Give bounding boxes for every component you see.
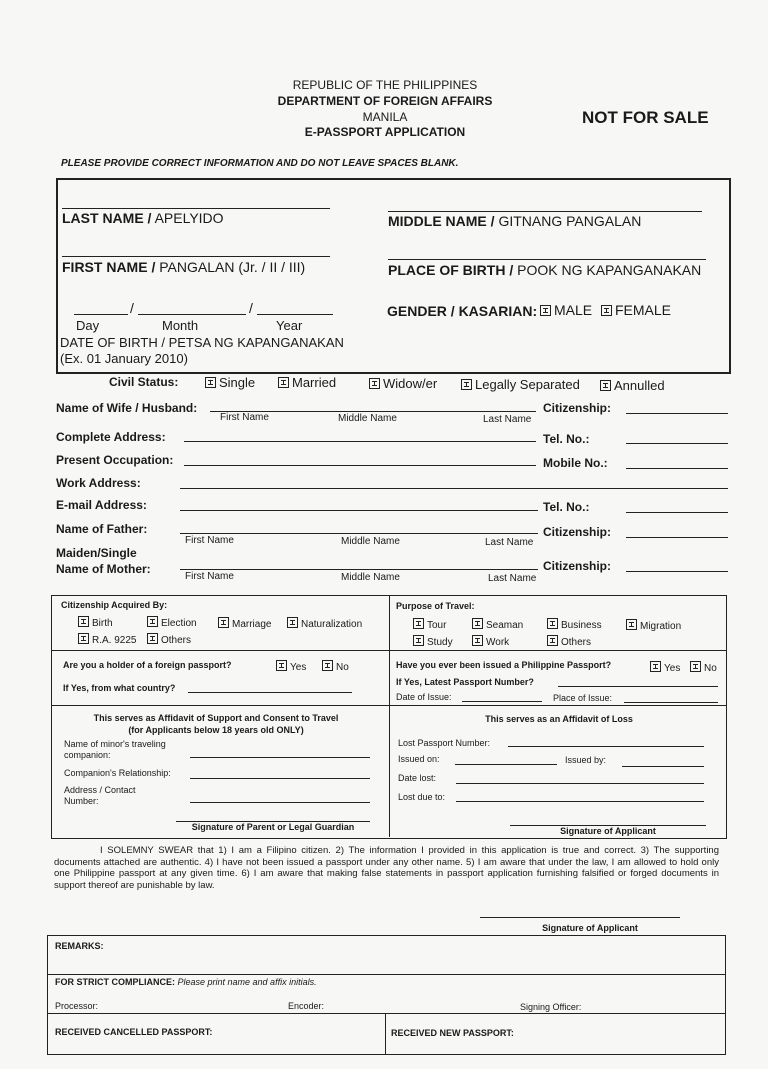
father-last-name-hint: Last Name <box>485 537 534 548</box>
mother-last-name-hint: Last Name <box>488 573 537 584</box>
father-citizenship-label: Citizenship: <box>543 525 611 539</box>
checkbox-icon <box>276 660 287 671</box>
civil-widow-option[interactable]: Widow/er <box>369 376 437 391</box>
last-name-line[interactable] <box>62 208 330 209</box>
civil-married-option[interactable]: Married <box>278 375 336 390</box>
father-citizenship-line[interactable] <box>626 537 728 538</box>
issued-on-label: Issued on: <box>398 754 440 764</box>
date-lost-label: Date lost: <box>398 773 437 783</box>
header-department: DEPARTMENT OF FOREIGN AFFAIRS <box>277 94 493 108</box>
mother-citizenship-line[interactable] <box>626 571 728 572</box>
date-of-issue-line[interactable] <box>462 701 542 702</box>
spouse-first-name-hint: First Name <box>220 412 269 423</box>
support-subtitle: (for Applicants below 18 years old ONLY) <box>128 725 304 735</box>
day-label: Day <box>76 318 100 333</box>
civil-annulled-option[interactable]: Annulled <box>600 378 665 393</box>
vertical-divider <box>389 595 390 837</box>
checkbox-icon <box>205 377 216 388</box>
office-vertical-divider <box>385 1014 386 1054</box>
checkbox-icon <box>322 660 333 671</box>
dob-label: DATE OF BIRTH / PETSA NG KAPANGANAKAN <box>60 335 344 350</box>
email-label: E-mail Address: <box>56 498 147 512</box>
mother-line[interactable] <box>180 569 538 570</box>
place-of-issue-label: Place of Issue: <box>553 693 613 703</box>
citizenship-acquired-title: Citizenship Acquired By: <box>61 600 168 610</box>
travel-business-option[interactable]: Business <box>547 618 602 631</box>
office-use-box <box>47 935 726 1055</box>
lost-due-line[interactable] <box>456 801 704 802</box>
minor-companion-label-2: companion: <box>64 750 111 760</box>
citizenship-ra-option[interactable]: R.A. 9225 <box>78 633 136 646</box>
checkbox-icon <box>600 380 611 391</box>
dob-example: (Ex. 01 January 2010) <box>60 351 188 366</box>
instruction-text: PLEASE PROVIDE CORRECT INFORMATION AND DO NOT LEAVE SPACES BLANK. <box>61 158 459 169</box>
foreign-country-line[interactable] <box>188 692 352 693</box>
month-label: Month <box>162 318 199 333</box>
mobile-label: Mobile No.: <box>543 456 608 470</box>
applicant-signature-label: Signature of Applicant <box>542 923 638 933</box>
place-of-birth-line[interactable] <box>388 259 706 260</box>
contact-label-2: Number: <box>64 796 99 806</box>
encoder-label: Encoder: <box>288 1001 325 1011</box>
issued-by-line[interactable] <box>622 766 704 767</box>
spouse-middle-name-hint: Middle Name <box>338 413 397 424</box>
mobile-line[interactable] <box>626 468 728 469</box>
work-address-line[interactable] <box>180 488 728 489</box>
email-line[interactable] <box>180 510 538 511</box>
travel-seaman-option[interactable]: Seaman <box>472 618 523 631</box>
father-label: Name of Father: <box>56 522 148 536</box>
dob-year-line[interactable] <box>257 314 333 315</box>
loss-title: This serves as an Affidavit of Loss <box>485 714 633 724</box>
civil-separated-option[interactable]: Legally Separated <box>461 377 580 392</box>
civil-single-option[interactable]: Single <box>205 375 255 390</box>
checkbox-icon <box>369 378 380 389</box>
gender-female-option[interactable]: FEMALE <box>601 302 671 318</box>
issued-on-line[interactable] <box>455 764 557 765</box>
not-for-sale-label: NOT FOR SALE <box>582 108 709 127</box>
latest-passport-line[interactable] <box>558 686 718 687</box>
contact-line[interactable] <box>190 802 370 803</box>
lost-number-label: Lost Passport Number: <box>398 738 491 748</box>
checkbox-icon <box>278 377 289 388</box>
ph-passport-yes-option[interactable]: Yes <box>650 661 680 674</box>
first-name-label: FIRST NAME / PANGALAN (Jr. / II / III) <box>62 259 306 275</box>
support-title: This serves as Affidavit of Support and Consent to Travel <box>93 713 339 723</box>
checkbox-icon <box>287 617 298 628</box>
checkbox-icon <box>626 619 637 630</box>
first-name-line[interactable] <box>62 256 330 257</box>
address-tel-label: Tel. No.: <box>543 432 590 446</box>
received-new-label: RECEIVED NEW PASSPORT: <box>391 1028 514 1038</box>
foreign-passport-yes-option[interactable]: Yes <box>276 660 306 673</box>
email-tel-line[interactable] <box>626 512 728 513</box>
mother-label-line2: Name of Mother: <box>56 562 151 576</box>
remarks-label: REMARKS: <box>55 941 104 951</box>
lost-due-label: Lost due to: <box>398 792 446 802</box>
mother-citizenship-label: Citizenship: <box>543 559 611 573</box>
checkbox-icon <box>147 633 158 644</box>
travel-work-option[interactable]: Work <box>472 635 509 648</box>
citizenship-birth-option[interactable]: Birth <box>78 616 113 629</box>
travel-tour-option[interactable]: Tour <box>413 618 446 631</box>
foreign-passport-no-option[interactable]: No <box>322 660 349 673</box>
header-city: MANILA <box>362 110 408 124</box>
travel-study-option[interactable]: Study <box>413 635 453 648</box>
checkbox-icon <box>601 305 612 316</box>
foreign-passport-question: Are you a holder of a foreign passport? <box>63 660 232 670</box>
citizenship-marriage-option[interactable]: Marriage <box>218 617 271 630</box>
latest-passport-label: If Yes, Latest Passport Number? <box>396 677 534 687</box>
father-line[interactable] <box>180 533 538 534</box>
office-divider-2 <box>47 1013 725 1014</box>
companion-relationship-label: Companion's Relationship: <box>64 768 171 778</box>
ph-passport-question: Have you ever been issued a Philippine Passport? <box>396 660 612 670</box>
occupation-label: Present Occupation: <box>56 453 174 467</box>
office-divider-1 <box>47 974 725 975</box>
dob-slash-1: / <box>130 300 134 316</box>
dob-slash-2: / <box>249 300 253 316</box>
email-tel-label: Tel. No.: <box>543 500 590 514</box>
checkbox-icon <box>413 635 424 646</box>
header-republic: REPUBLIC OF THE PHILIPPINES <box>292 78 478 92</box>
spouse-citizenship-label: Citizenship: <box>543 401 611 415</box>
date-lost-line[interactable] <box>456 783 704 784</box>
lost-number-line[interactable] <box>508 746 704 747</box>
contact-label-1: Address / Contact <box>64 785 136 795</box>
checkbox-icon <box>547 635 558 646</box>
header-title: E-PASSPORT APPLICATION <box>304 125 466 139</box>
processor-label: Processor: <box>55 1001 99 1011</box>
compliance-label: FOR STRICT COMPLIANCE: Please print name and affix initials. <box>55 977 317 987</box>
applicant-signature-line[interactable] <box>480 917 680 918</box>
checkbox-icon <box>690 661 701 672</box>
checkbox-icon <box>540 305 551 316</box>
occupation-line[interactable] <box>184 465 536 466</box>
spouse-last-name-hint: Last Name <box>483 414 532 425</box>
signing-officer-label: Signing Officer: <box>520 1002 582 1012</box>
issued-by-label: Issued by: <box>565 755 607 765</box>
middle-name-line[interactable] <box>388 211 702 212</box>
middle-name-label: MIDDLE NAME / GITNANG PANGALAN <box>388 213 642 229</box>
mother-middle-name-hint: Middle Name <box>341 572 400 583</box>
checkbox-icon <box>147 616 158 627</box>
companion-relationship-line[interactable] <box>190 778 370 779</box>
address-label: Complete Address: <box>56 430 166 444</box>
spouse-citizenship-line[interactable] <box>626 413 728 414</box>
foreign-country-label: If Yes, from what country? <box>63 683 176 693</box>
work-address-label: Work Address: <box>56 476 141 490</box>
loss-signature-label: Signature of Applicant <box>560 826 656 836</box>
citizenship-naturalization-option[interactable]: Naturalization <box>287 617 362 630</box>
citizenship-election-option[interactable]: Election <box>147 616 197 629</box>
minor-companion-line[interactable] <box>190 757 370 758</box>
father-first-name-hint: First Name <box>185 535 234 546</box>
date-of-issue-label: Date of Issue: <box>396 692 452 702</box>
address-line[interactable] <box>184 441 536 442</box>
checkbox-icon <box>650 661 661 672</box>
checkbox-icon <box>78 616 89 627</box>
oath-text: I SOLEMNY SWEAR that 1) I am a Filipino citizen. 2) The information I provided in this application is true and correct. 3) The supporting documents attached are authentic. 4) I have not been issued a passport under any other name. 5) I am aware that under the law, I am allowed to hold only one Philippine passport at any given time. 6) I am aware that making false statements in passport application furnishing falsified or forged documents in support thereof are punishable by law. <box>54 845 719 891</box>
dob-day-line[interactable] <box>74 314 128 315</box>
dob-month-line[interactable] <box>138 314 246 315</box>
mother-first-name-hint: First Name <box>185 571 234 582</box>
checkbox-icon <box>472 618 483 629</box>
travel-migration-option[interactable]: Migration <box>626 619 681 632</box>
civil-status-label: Civil Status: <box>109 375 179 389</box>
year-label: Year <box>276 318 303 333</box>
spouse-label: Name of Wife / Husband: <box>56 401 198 415</box>
ph-passport-no-option[interactable]: No <box>690 661 717 674</box>
gender-male-option[interactable]: MALE <box>540 302 592 318</box>
place-of-birth-label: PLACE OF BIRTH / POOK NG KAPANGANAKAN <box>388 262 702 278</box>
gender-label: GENDER / KASARIAN: <box>387 303 538 319</box>
checkbox-icon <box>78 633 89 644</box>
travel-others-option[interactable]: Others <box>547 635 591 648</box>
purpose-of-travel-title: Purpose of Travel: <box>396 601 475 611</box>
checkbox-icon <box>218 617 229 628</box>
place-of-issue-line[interactable] <box>624 702 718 703</box>
guardian-signature-label: Signature of Parent or Legal Guardian <box>191 822 355 832</box>
checkbox-icon <box>461 379 472 390</box>
checkbox-icon <box>547 618 558 629</box>
father-middle-name-hint: Middle Name <box>341 536 400 547</box>
minor-companion-label-1: Name of minor's traveling <box>64 739 166 749</box>
citizenship-others-option[interactable]: Others <box>147 633 191 646</box>
received-cancelled-label: RECEIVED CANCELLED PASSPORT: <box>55 1027 213 1037</box>
last-name-label: LAST NAME / APELYIDO <box>62 210 224 226</box>
checkbox-icon <box>472 635 483 646</box>
checkbox-icon <box>413 618 424 629</box>
address-tel-line[interactable] <box>626 443 728 444</box>
mother-label-line1: Maiden/Single <box>56 546 137 560</box>
